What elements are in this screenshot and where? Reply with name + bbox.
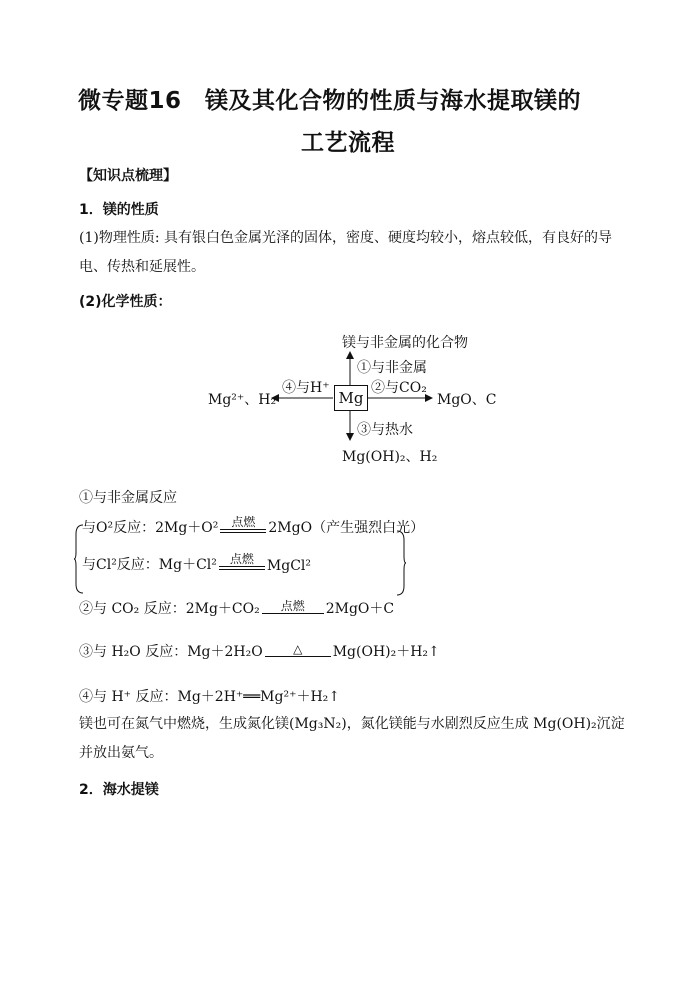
page-title-line1: 微专题16 镁及其化合物的性质与海水提取镁的: [78, 88, 582, 114]
diagram-top-arrow-label: ①与非金属: [357, 360, 427, 376]
diagram-right-arrow-label: ②与CO₂: [371, 380, 427, 396]
condition-ignite-2-label: 点燃: [229, 552, 254, 566]
heading-seawater-magnesium: 2．海水提镁: [79, 782, 159, 798]
diagram-left-product: Mg²⁺、H₂: [208, 392, 277, 408]
diagram-center-mg: Mg: [334, 385, 368, 411]
condition-ignite-1-label: 点燃: [231, 515, 256, 529]
condition-heat-label: △: [293, 642, 303, 656]
reaction-diagram: [200, 328, 500, 468]
equation-mg-cl2-reactants: 与Cl²反应：Mg＋Cl²: [82, 557, 217, 573]
diagram-top-product: 镁与非金属的化合物: [342, 335, 468, 351]
condition-ignite-2: [219, 553, 265, 574]
reaction1-title: ①与非金属反应: [79, 490, 177, 506]
section-tag: 【知识点梳理】: [79, 168, 177, 184]
nitrogen-paragraph: 镁也可在氮气中燃烧，生成氮化镁(Mg₃N₂)，氮化镁能与水剧烈反应生成 Mg(OH)₂沉淀并放出氨气。: [79, 716, 625, 761]
equation-mg-h2o: [79, 641, 440, 661]
equation-mg-o2-reactants: 与O²反应：2Mg＋O²: [82, 520, 219, 536]
equation-mg-o2: [82, 516, 424, 537]
heading-chemical-properties: (2)化学性质：: [79, 294, 172, 310]
diagram-left-arrow-label: ④与H⁺: [282, 380, 330, 396]
equation-mg-h2o-reactants: ③与 H₂O 反应：Mg＋2H₂O: [79, 644, 263, 660]
equation-mg-h2o-products: Mg(OH)₂＋H₂↑: [332, 644, 440, 660]
equation-mg-cl2: [82, 553, 311, 574]
diagram-right-product: MgO、C: [437, 392, 497, 408]
condition-ignite-3-label: 点燃: [280, 599, 305, 613]
equation-mg-cl2-products: MgCl²: [266, 558, 312, 574]
equation-mg-co2: [79, 598, 394, 618]
physical-properties-paragraph: (1)物理性质: 具有银白色金属光泽的固体，密度、硬度均较小，熔点较低，有良好的导电、传热和延展性。: [79, 230, 612, 275]
condition-heat: [265, 643, 331, 661]
right-brace: [396, 530, 406, 596]
condition-ignite-1: [220, 516, 266, 537]
condition-ignite-3: [262, 600, 324, 618]
diagram-bottom-arrow-label: ③与热水: [357, 422, 413, 438]
equation-mg-o2-products: 2MgO（产生强烈白光）: [268, 520, 425, 536]
equation-mg-co2-products: 2MgO＋C: [325, 601, 395, 617]
equation-mg-acid: ④与 H⁺ 反应：Mg＋2H⁺══Mg²⁺＋H₂↑: [79, 689, 341, 705]
equation-mg-co2-reactants: ②与 CO₂ 反应：2Mg＋CO₂: [79, 601, 260, 617]
page-title-line2: 工艺流程: [301, 130, 395, 156]
diagram-bottom-product: Mg(OH)₂、H₂: [342, 449, 438, 465]
heading-magnesium-properties: 1．镁的性质: [79, 202, 159, 218]
